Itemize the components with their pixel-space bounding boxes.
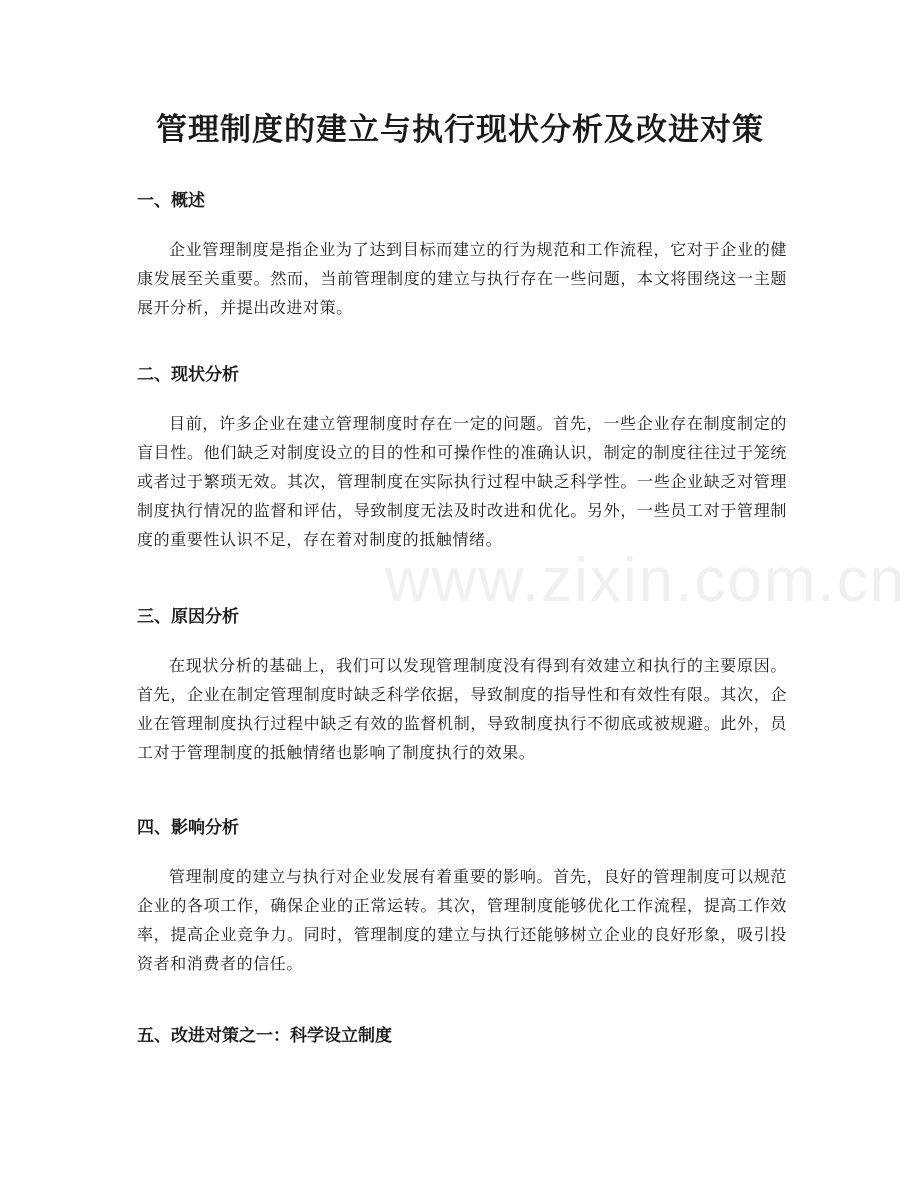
section-paragraph: 企业管理制度是指企业为了达到目标而建立的行为规范和工作流程，它对于企业的健康发展至关重要。然而，当前管理制度的建立与执行存在一些问题，本文将围绕这一主题展开分析，并提出改进对策。 [137, 240, 787, 317]
section-heading: 三、原因分析 [137, 607, 239, 627]
section-paragraph: 目前，许多企业在建立管理制度时存在一定的问题。首先，一些企业存在制度制定的盲目性。他们缺乏对制度设立的目的性和可操作性的准确认识，制定的制度往往过于笼统或者过于繁琐无效。其次，管理制度在实际执行过程中缺乏科学性。一些企业缺乏对管理制度执行情况的监督和评估，导致制度无法及时改进和优化。另外，一些员工对于管理制度的重要性认识不足，存在着对制度的抵触情绪。 [137, 414, 787, 549]
document-title: 管理制度的建立与执行现状分析及改进对策 [156, 112, 764, 148]
section-improvement-one [137, 1023, 787, 1049]
section-paragraph: 管理制度的建立与执行对企业发展有着重要的影响。首先，良好的管理制度可以规范企业的各项工作，确保企业的正常运转。其次，管理制度能够优化工作流程，提高工作效率，提高企业竞争力。同时，管理制度的建立与执行还能够树立企业的良好形象，吸引投资者和消费者的信任。 [137, 867, 787, 973]
section-heading: 四、影响分析 [137, 818, 239, 838]
section-cause-analysis [137, 604, 787, 767]
section-heading: 五、改进对策之一：科学设立制度 [137, 1026, 392, 1046]
section-heading: 一、概述 [137, 191, 205, 211]
section-heading: 二、现状分析 [137, 365, 239, 385]
section-paragraph: 在现状分析的基础上，我们可以发现管理制度没有得到有效建立和执行的主要原因。首先，企业在制定管理制度时缺乏科学依据，导致制度的指导性和有效性有限。其次，企业在管理制度执行过程中缺乏有效的监督机制，导致制度执行不彻底或被规避。此外，员工对于管理制度的抵触情绪也影响了制度执行的效果。 [137, 656, 787, 762]
section-impact-analysis [137, 815, 787, 978]
section-overview [137, 188, 787, 322]
watermark: www.zixin.com.cn [385, 546, 907, 615]
section-status-analysis [137, 362, 787, 554]
